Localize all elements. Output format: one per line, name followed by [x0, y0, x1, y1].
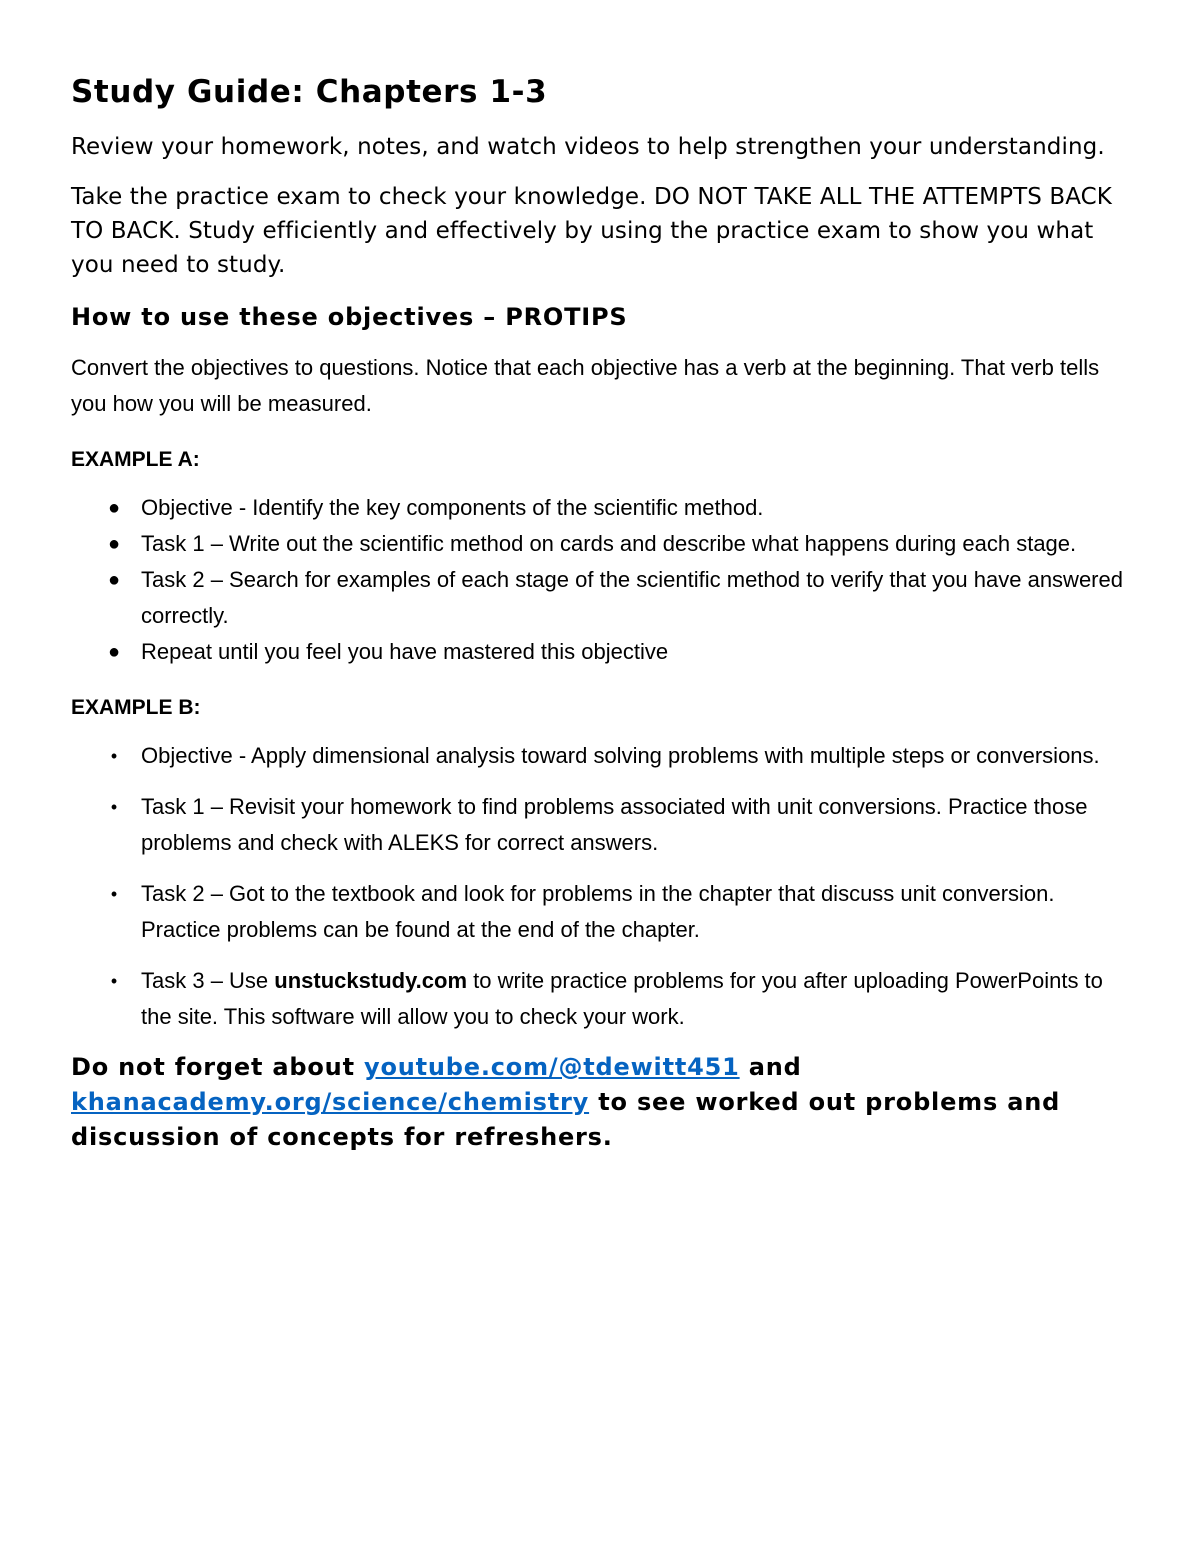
task3-suffix: to write practice problems for you after uploading PowerPoints to the site. This software will allow you to check your work. — [141, 968, 1103, 1029]
example-a-list — [71, 490, 1131, 670]
list-item-text: Objective - Apply dimensional analysis toward solving problems with multiple steps or conversions. — [141, 743, 1100, 768]
list-item — [71, 490, 1131, 526]
section-heading: How to use these objectives – PROTIPS — [71, 303, 628, 331]
bullet-icon: • — [110, 797, 118, 817]
example-b-label: EXAMPLE B: — [71, 696, 201, 719]
bullet-icon: • — [110, 746, 118, 766]
list-item — [71, 738, 1131, 774]
example-a-label: EXAMPLE A: — [71, 448, 200, 471]
list-item-text: Repeat until you feel you have mastered this objective — [141, 639, 669, 664]
closing-middle: and — [739, 1053, 802, 1081]
list-item-text: Objective - Identify the key components of the scientific method. — [141, 495, 764, 520]
list-item-text: Task 1 – Write out the scientific method on cards and describe what happens during each stage. — [141, 531, 1077, 556]
bullet-icon: • — [110, 884, 118, 904]
list-item-text: Task 1 – Revisit your homework to find problems associated with unit conversions. Practice those problems and check with ALEKS for correct answers. — [141, 794, 1088, 855]
page-title: Study Guide: Chapters 1-3 — [71, 74, 548, 110]
closing-suffix: to see worked out problems and discussion of concepts for refreshers. — [71, 1088, 1061, 1151]
list-item-text: Task 2 – Search for examples of each stage of the scientific method to verify that you have answered correctly. — [141, 567, 1123, 628]
section-lead-paragraph: Convert the objectives to questions. Notice that each objective has a verb at the beginning. That verb tells you how you will be measured. — [71, 355, 1100, 416]
list-item — [71, 876, 1131, 948]
document-page — [71, 70, 1131, 1155]
list-item — [71, 634, 1131, 670]
list-item — [71, 526, 1131, 562]
list-item — [71, 789, 1131, 861]
unstuckstudy-site-name: unstuckstudy.com — [274, 968, 468, 993]
bullet-icon: ● — [107, 641, 121, 663]
task3-prefix: Task 3 – Use — [141, 968, 275, 993]
youtube-link[interactable]: youtube.com/@tdewitt451 — [364, 1053, 740, 1081]
list-item-text: Task 2 – Got to the textbook and look for problems in the chapter that discuss unit conversion. Practice problems can be found at the end of the chapter. — [141, 881, 1055, 942]
list-item — [71, 562, 1131, 634]
example-b-list — [71, 738, 1131, 1035]
list-item-text — [141, 968, 1103, 1029]
list-item — [71, 963, 1131, 1035]
intro-paragraph-review: Review your homework, notes, and watch videos to help strengthen your understanding. — [71, 134, 1105, 160]
bullet-icon: ● — [107, 533, 121, 555]
bullet-icon: ● — [107, 497, 121, 519]
intro-paragraph-practice-exam: Take the practice exam to check your knowledge. DO NOT TAKE ALL THE ATTEMPTS BACK TO BACK. Study efficiently and effectively by using the practice exam to show you what you need to study. — [71, 184, 1112, 278]
khanacademy-link[interactable]: khanacademy.org/science/chemistry — [71, 1088, 590, 1116]
bullet-icon: • — [110, 971, 118, 991]
closing-prefix: Do not forget about — [71, 1053, 364, 1081]
bullet-icon: ● — [107, 569, 121, 591]
closing-paragraph — [71, 1050, 1131, 1155]
